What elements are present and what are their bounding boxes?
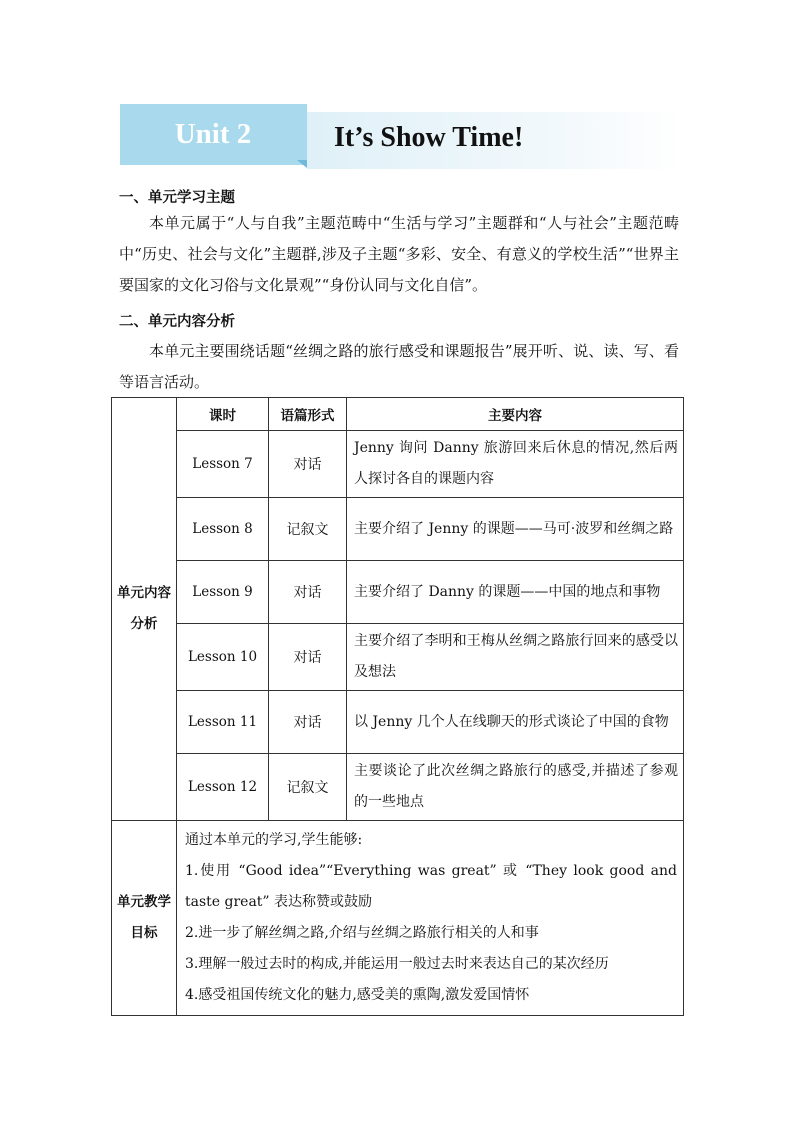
content-cell: 主要介绍了 Danny 的课题——中国的地点和事物 bbox=[347, 561, 684, 624]
goals-row bbox=[112, 821, 684, 1016]
side-label-analysis bbox=[112, 398, 177, 821]
goal-item: 4.感受祖国传统文化的魅力,感受美的熏陶,激发爱国情怀 bbox=[185, 987, 530, 1003]
form-cell: 对话 bbox=[269, 624, 347, 691]
content-cell: 以 Jenny 几个人在线聊天的形式谈论了中国的食物 bbox=[347, 691, 684, 754]
section-heading-theme: 一、单元学习主题 bbox=[119, 190, 235, 206]
column-header-lesson: 课时 bbox=[177, 398, 269, 431]
content-cell: Jenny 询问 Danny 旅游回来后休息的情况,然后两人探讨各自的课题内容 bbox=[347, 431, 684, 498]
side-label-goals bbox=[112, 821, 177, 1016]
form-cell: 记叙文 bbox=[269, 754, 347, 821]
table-row bbox=[112, 624, 684, 691]
column-header-form: 语篇形式 bbox=[269, 398, 347, 431]
form-cell: 记叙文 bbox=[269, 498, 347, 561]
content-cell: 主要介绍了李明和王梅从丝绸之路旅行回来的感受以及想法 bbox=[347, 624, 684, 691]
unit-title: It’s Show Time! bbox=[334, 122, 524, 153]
content-cell: 主要介绍了 Jenny 的课题——马可·波罗和丝绸之路 bbox=[347, 498, 684, 561]
form-cell: 对话 bbox=[269, 691, 347, 754]
section-paragraph-theme: 本单元属于“人与自我”主题范畴中“生活与学习”主题群和“人与社会”主题范畴中“历史、社会与文化”主题群,涉及子主题“多彩、安全、有意义的学校生活”“世界主要国家的文化习俗与文化景观”“身份认同与文化自信”。 bbox=[119, 214, 679, 294]
lesson-cell: Lesson 8 bbox=[177, 498, 269, 561]
side-label-analysis-text: 单元内容分析 bbox=[117, 585, 171, 632]
form-cell: 对话 bbox=[269, 431, 347, 498]
column-header-content: 主要内容 bbox=[347, 398, 684, 431]
goals-cell bbox=[177, 821, 684, 1016]
lesson-cell: Lesson 12 bbox=[177, 754, 269, 821]
goal-item: 2.进一步了解丝绸之路,介绍与丝绸之路旅行相关的人和事 bbox=[185, 925, 539, 941]
section-heading-analysis: 二、单元内容分析 bbox=[119, 314, 235, 330]
goal-item: 1.使用 “Good idea”“Everything was great” 或 “They look good and taste great” 表达称赞或鼓励 bbox=[185, 863, 677, 910]
lesson-cell: Lesson 9 bbox=[177, 561, 269, 624]
form-cell: 对话 bbox=[269, 561, 347, 624]
goals-intro: 通过本单元的学习,学生能够: bbox=[185, 832, 363, 848]
lesson-cell: Lesson 11 bbox=[177, 691, 269, 754]
unit-label: Unit 2 bbox=[174, 118, 252, 150]
side-label-goals-text: 单元教学目标 bbox=[117, 894, 171, 941]
table-row bbox=[112, 498, 684, 561]
table-row bbox=[112, 561, 684, 624]
table-row bbox=[112, 691, 684, 754]
table-row bbox=[112, 754, 684, 821]
goal-item: 3.理解一般过去时的构成,并能运用一般过去时来表达自己的某次经历 bbox=[185, 956, 609, 972]
table-row bbox=[112, 431, 684, 498]
content-cell: 主要谈论了此次丝绸之路旅行的感受,并描述了参观的一些地点 bbox=[347, 754, 684, 821]
unit-analysis-table bbox=[111, 397, 684, 1016]
lesson-cell: Lesson 10 bbox=[177, 624, 269, 691]
section-paragraph-analysis: 本单元主要围绕话题“丝绸之路的旅行感受和课题报告”展开听、说、读、写、看等语言活动。 bbox=[119, 342, 679, 391]
lesson-cell: Lesson 7 bbox=[177, 431, 269, 498]
table-header-row bbox=[112, 398, 684, 431]
